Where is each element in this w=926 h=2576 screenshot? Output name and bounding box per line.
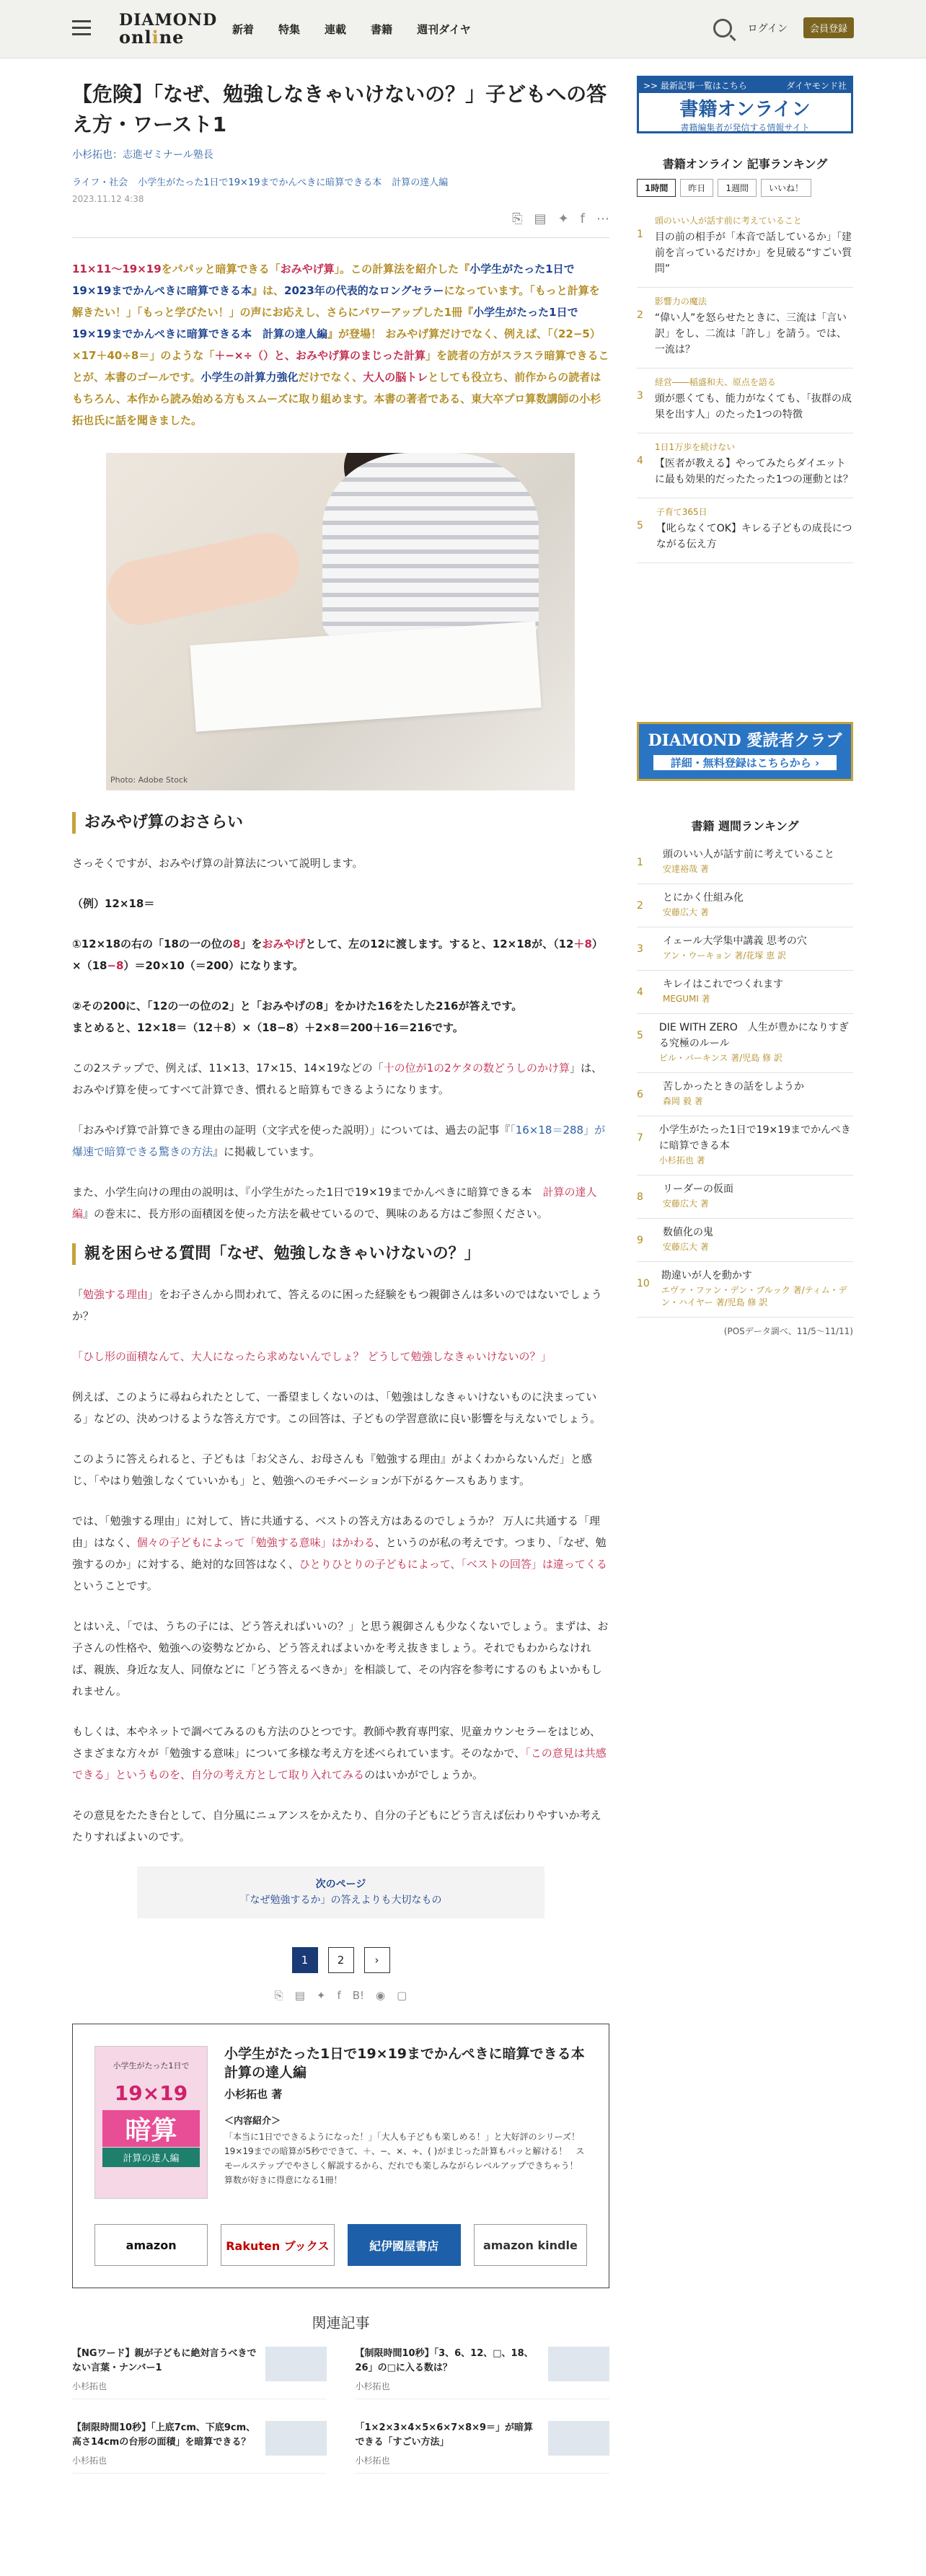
site-logo[interactable] xyxy=(119,12,217,46)
ranking-item[interactable]: 2 影響力の魔法 “偉い人”を怒らせたときに、三流は「言い訳」をし、二流は「許し」を請う。では、一流は？ xyxy=(637,288,853,369)
next-icon[interactable]: › xyxy=(364,1947,390,1973)
article xyxy=(72,79,609,2474)
paragraph: とはいえ、「では、うちの子には、どう答えればいいの？」と思う親御さんも少なくないでしょう。まずは、お子さんの性格や、勉強への姿勢などから、どう答えればよいかを考え抜きましょう。それでもわからなければ、親族、身近な友人、同僚などに「どう答えるべきか」を相談して、その内容を参考にするのもよいかもしれません。 xyxy=(72,1620,609,1698)
related-list xyxy=(72,2347,609,2474)
paragraph: このように答えられると、子どもは「お父さん、お母さんも『勉強する理由』がよくわからないんだ」と感じ、「やはり勉強しなくていいかも」と、勉強へのモチベーションが下がるケースもあります。 xyxy=(72,1452,592,1487)
paragraph: その意見をたたき台として、自分風にニュアンスをかえたり、自分の子どもにどう言えば伝わりやすいか考えたりすればよいのです。 xyxy=(72,1809,601,1843)
article-lead: 11×11〜19×19をパパッと暗算できる「おみやげ算」。この計算法を紹介した『小学生がたった1日で19×19までかんぺきに暗算できる本』は、2023年の代表的なロングセラーになっています。「もっと計算を解きたい！」「もっと学びたい！」の声にお応えし、さらにパワーアップした1冊『小学生がたった1日で19×19までかんぺきに暗算できる本 計算の達人編』が登場！ おみやげ算だけでなく、例えば、「（22−5）×17＋40÷8＝」のような「＋−×÷（）と、おみやげ算のまじった計算」を読者の方がスラスラ暗算できることが、本書のゴールです。小学生の計算力強化だけでなく、大人の脳トレとしても役立ち、前作からの読者はもちろん、本作から読み始める方もスムーズに取り組めます。本書の著者である、東大卒プロ算数講師の小杉拓也氏に話を聞きました。 xyxy=(72,263,609,427)
book-ranking-item[interactable]: 7 小学生がたった1日で19×19までかんぺきに暗算できる本 小杉拓也 著 xyxy=(637,1116,853,1175)
clip-icon[interactable]: ⎘ xyxy=(512,211,523,226)
inline-link[interactable]: 計算の達人編 xyxy=(72,1186,597,1220)
article-date: 2023.11.12 4:38 xyxy=(72,194,144,204)
paragraph: 「おみやげ算で計算できる理由の証明（文字式を使った説明）」については、過去の記事『「16×18＝288」が爆速で暗算できる驚きの方法』に掲載しています。 xyxy=(72,1124,606,1158)
related-thumb xyxy=(548,2347,609,2381)
step-1: ①12×18の右の「18の一の位の8」をおみやげとして、左の12に渡します。すると、12×18が、（12＋8）×（18−8）＝20×10（＝200）になります。 xyxy=(72,938,603,972)
ranking-heading: 書籍オンライン 記事ランキング xyxy=(662,157,828,171)
quote: 「ひし形の面積なんて、大人になったら求めないんでしょ？ どうして勉強しなきゃいけないの？」 xyxy=(72,1350,552,1363)
book-ranking-item[interactable]: 3 イェール大学集中講義 思考の穴 アン・ウーキョン 著/花塚 恵 訳 xyxy=(637,927,853,971)
example: （例）12×18＝ xyxy=(72,897,155,910)
photo-credit: Photo: Adobe Stock xyxy=(110,775,188,785)
article-photo xyxy=(106,453,575,790)
book-ranking-item[interactable]: 5 DIE WITH ZERO 人生が豊かになりすぎる究極のルール ビル・パーキンス 著/児島 修 訳 xyxy=(637,1014,853,1073)
related-item[interactable]: 【NGワード】親が子どもに絶対言うべきでない言葉・ナンバー1 小杉拓也 xyxy=(72,2347,327,2399)
book-ranking-item[interactable]: 1 頭のいい人が話す前に考えていること 安達裕哉 著 xyxy=(637,841,853,884)
page-2[interactable]: 2 xyxy=(328,1947,354,1973)
pos-note: (POSデータ調べ、11/5〜11/11) xyxy=(723,1326,853,1336)
pocket-icon[interactable]: ▢ xyxy=(397,1989,407,2002)
book-ranking-heading: 書籍 週間ランキング xyxy=(691,819,799,833)
rakuten-button[interactable]: Rakuten ブックス xyxy=(221,2224,334,2266)
store-buttons xyxy=(94,2224,587,2266)
book-ranking-item[interactable]: 4 キレイはこれでつくれます MEGUMI 著 xyxy=(637,971,853,1014)
tab-yesterday[interactable]: 昨日 xyxy=(680,179,713,197)
book-ranking-item[interactable]: 10 勘違いが人を動かす エヴァ・ファン・デン・ブルック 著/ティム・デン・ハイヤー 著/児島 修 訳 xyxy=(637,1262,853,1318)
login-link[interactable]: ログイン xyxy=(747,22,788,35)
print-icon[interactable]: ▤ xyxy=(534,211,547,226)
menu-icon[interactable] xyxy=(72,20,91,40)
register-button[interactable]: 会員登録 xyxy=(803,17,854,38)
ranking-item[interactable]: 5 子育て365日 【叱らなくてOK】キレる子どもの成長につながる伝え方 xyxy=(637,498,853,563)
nav-feature[interactable]: 特集 xyxy=(278,23,301,36)
kinokuniya-button[interactable]: 紀伊國屋書店 xyxy=(348,2224,461,2266)
share-bar-bottom xyxy=(72,1989,609,2002)
page-1[interactable]: 1 xyxy=(292,1947,318,1973)
ranking-list xyxy=(637,207,853,563)
tab-likes[interactable]: いいね！ xyxy=(761,179,811,197)
paragraph: 例えば、このように尋ねられたとして、一番望ましくないのは、「勉強はしなきゃいけないものに決まっている」などの、決めつけるような答え方です。この回答は、子どもの学習意欲に良い影響を与えないでしょう。 xyxy=(72,1390,601,1425)
book-ranking-item[interactable]: 9 数値化の鬼 安藤広大 著 xyxy=(637,1219,853,1262)
twitter-icon[interactable]: ✦ xyxy=(316,1989,326,2002)
ranking-tabs xyxy=(637,179,853,197)
book-ranking-item[interactable]: 8 リーダーの仮面 安藤広大 著 xyxy=(637,1175,853,1219)
ranking-item[interactable]: 3 経営――稲盛和夫、原点を語る 頭が悪くても、能力がなくても、「抜群の成果を出す人」のたった1つの特徴 xyxy=(637,369,853,433)
print-icon[interactable]: ▤ xyxy=(294,1989,305,2002)
tag-link[interactable]: ライフ・社会 xyxy=(72,177,128,188)
paragraph: また、小学生向けの理由の説明は、『小学生がたった1日で19×19までかんぺきに暗算できる本 計算の達人編』の巻末に、長方形の面積図を使った方法を載せているので、興味のある方はご参照ください。 xyxy=(72,1186,597,1220)
paragraph: もしくは、本やネットで調べてみるのも方法のひとつです。教師や教育専門家、児童カウンセラーをはじめ、さまざまな方々が「勉強する意味」について多様な考え方を述べられています。そのなかで、「この意見は共感できる」というものを、自分の考え方として取り入れてみるのはいかがでしょうか。 xyxy=(72,1725,607,1781)
book-title[interactable]: 小学生がたった1日で19×19までかんぺきに暗算できる本 計算の達人編 xyxy=(224,2046,599,2081)
ranking-item[interactable]: 4 1日1万歩を続けない 【医者が教える】やってみたらダイエットに最も効果的だったたった1つの運動とは？ xyxy=(637,433,853,498)
book-ranking-item[interactable]: 6 苦しかったときの話をしようか 森岡 毅 著 xyxy=(637,1073,853,1116)
amazon-button[interactable]: amazon xyxy=(94,2224,208,2266)
paragraph: では、「勉強する理由」に対して、皆に共通する、ベストの答え方はあるのでしょうか？ 万人に共通する「理由」はなく、個々の子どもによって「勉強する意味」はかわる、というのが私の考えです。つまり、「なぜ、勉強するのか」に対する、絶対的な回答はなく、ひとりひとりの子どもによって、「ベストの回答」は違ってくるということです。 xyxy=(72,1514,607,1592)
section-heading: 親を困らせる質問「なぜ、勉強しなきゃいけないの？」 xyxy=(72,1243,609,1265)
nav-books[interactable]: 書籍 xyxy=(371,23,393,36)
related-item[interactable]: 【制限時間10秒】「3、6、12、□、18、26」の□に入る数は？ 小杉拓也 xyxy=(356,2347,610,2399)
related-thumb xyxy=(548,2421,609,2456)
line-icon[interactable]: ◉ xyxy=(376,1989,386,2002)
article-tags xyxy=(72,175,609,188)
book-cover[interactable]: 小学生がたった1日で 19×19 暗算 計算の達人編 xyxy=(94,2046,208,2199)
section-heading: おみやげ算のおさらい xyxy=(72,812,609,834)
book-author: 小杉拓也 著 xyxy=(224,2088,283,2101)
kindle-button[interactable]: amazon kindle xyxy=(474,2224,587,2266)
related-item[interactable]: 「1×2×3×4×5×6×7×8×9＝」が暗算できる「すごい方法」 小杉拓也 xyxy=(356,2421,610,2474)
logo-top: DIAMOND xyxy=(119,11,218,30)
article-author[interactable]: 小杉拓也：志進ゼミナール塾長 xyxy=(72,149,213,161)
twitter-icon[interactable]: ✦ xyxy=(557,211,569,226)
book-ranking-item[interactable]: 2 とにかく仕組み化 安藤広大 著 xyxy=(637,884,853,927)
nav-weekly[interactable]: 週刊ダイヤ xyxy=(417,23,471,36)
ranking-item[interactable]: 1 頭のいい人が話す前に考えていること 目の前の相手が「本音で話しているか」「建前を言っているだけか」を見破る“すごい質問” xyxy=(637,207,853,288)
tab-1week[interactable]: 1週間 xyxy=(718,179,757,197)
book-ranking-list xyxy=(637,841,853,1318)
nav-new[interactable]: 新着 xyxy=(232,23,255,36)
inline-link[interactable]: 「16×18＝288」が爆速で暗算できる驚きの方法 xyxy=(72,1124,606,1158)
paragraph: この2ステップで、例えば、11×13、17×15、14×19などの「十の位が1の2ケタの数どうしのかけ算」は、おみやげ算を使ってすべて計算でき、慣れると暗算もできるようになります。 xyxy=(72,1062,602,1096)
paragraph: 「勉強する理由」をお子さんから問われて、答えるのに困った経験をもつ親御さんは多いのではないでしょうか？ xyxy=(72,1288,602,1323)
facebook-icon[interactable]: f xyxy=(337,1989,341,2002)
related-thumb xyxy=(265,2347,327,2381)
step-2: ②その200に、「12の一の位の2」と「おみやげの8」をかけた16をたした216が答えです。 まとめると、12×18＝（12＋8）×（18−8）＋2×8＝200＋16＝216です。 xyxy=(72,1000,523,1034)
tag-link[interactable]: 小学生がたった1日で19×19までかんぺきに暗算できる本 xyxy=(138,177,382,188)
books-online-banner[interactable]: >> 最新記事一覧はこちら ダイヤモンド社 書籍オンライン 書籍編集者が発信する情報サイト xyxy=(637,76,853,133)
logo-bottom: online xyxy=(119,27,185,48)
book-box xyxy=(72,2024,609,2288)
related-thumb xyxy=(265,2421,327,2456)
more-icon[interactable]: ⋯ xyxy=(596,211,609,226)
tab-1hour[interactable]: 1時間 xyxy=(637,179,676,197)
related-item[interactable]: 【制限時間10秒】「上底7cm、下底9cm、高さ14cmの台形の面積」を暗算できる？ 小杉拓也 xyxy=(72,2421,327,2474)
hatena-icon[interactable]: B! xyxy=(352,1989,365,2002)
facebook-icon[interactable]: f xyxy=(580,211,585,226)
nav-series[interactable]: 連載 xyxy=(325,23,347,36)
share-bar xyxy=(72,211,609,238)
pagination xyxy=(72,1947,609,1973)
book-intro: 「本当に1日でできるようになった！」「大人も子どもも楽しめる！」と大好評のシリーズ！ 19×19までの暗算が5秒でできて、＋、−、×、÷、( )がまじった計算もパッと解ける！ スモールステップでやさしく解説するから、だれでも楽しみながらレベルアップできちゃう！ 算数が好きに得意になる1冊！ xyxy=(224,2132,589,2185)
article-title: 【危険】「なぜ、勉強しなきゃいけないの？」子どもへの答え方・ワースト1 xyxy=(72,82,607,136)
book-intro-heading: ＜内容紹介＞ xyxy=(224,2116,281,2127)
related-heading: 関連記事 xyxy=(312,2314,370,2332)
tag-link[interactable]: 計算の達人編 xyxy=(392,177,449,188)
sidebar xyxy=(637,76,853,1337)
main-nav xyxy=(232,22,471,37)
search-icon[interactable] xyxy=(713,19,732,38)
diamond-club-banner[interactable]: DIAMOND 愛読者クラブ 詳細・無料登録はこちらから › xyxy=(637,722,853,781)
next-page-link[interactable]: 次のページ 「なぜ勉強するか」の答えよりも大切なもの xyxy=(137,1866,544,1918)
clip-icon[interactable]: ⎘ xyxy=(274,1989,283,2002)
site-header xyxy=(0,0,926,58)
paragraph: さっそくですが、おみやげ算の計算法について説明します。 xyxy=(72,857,363,870)
